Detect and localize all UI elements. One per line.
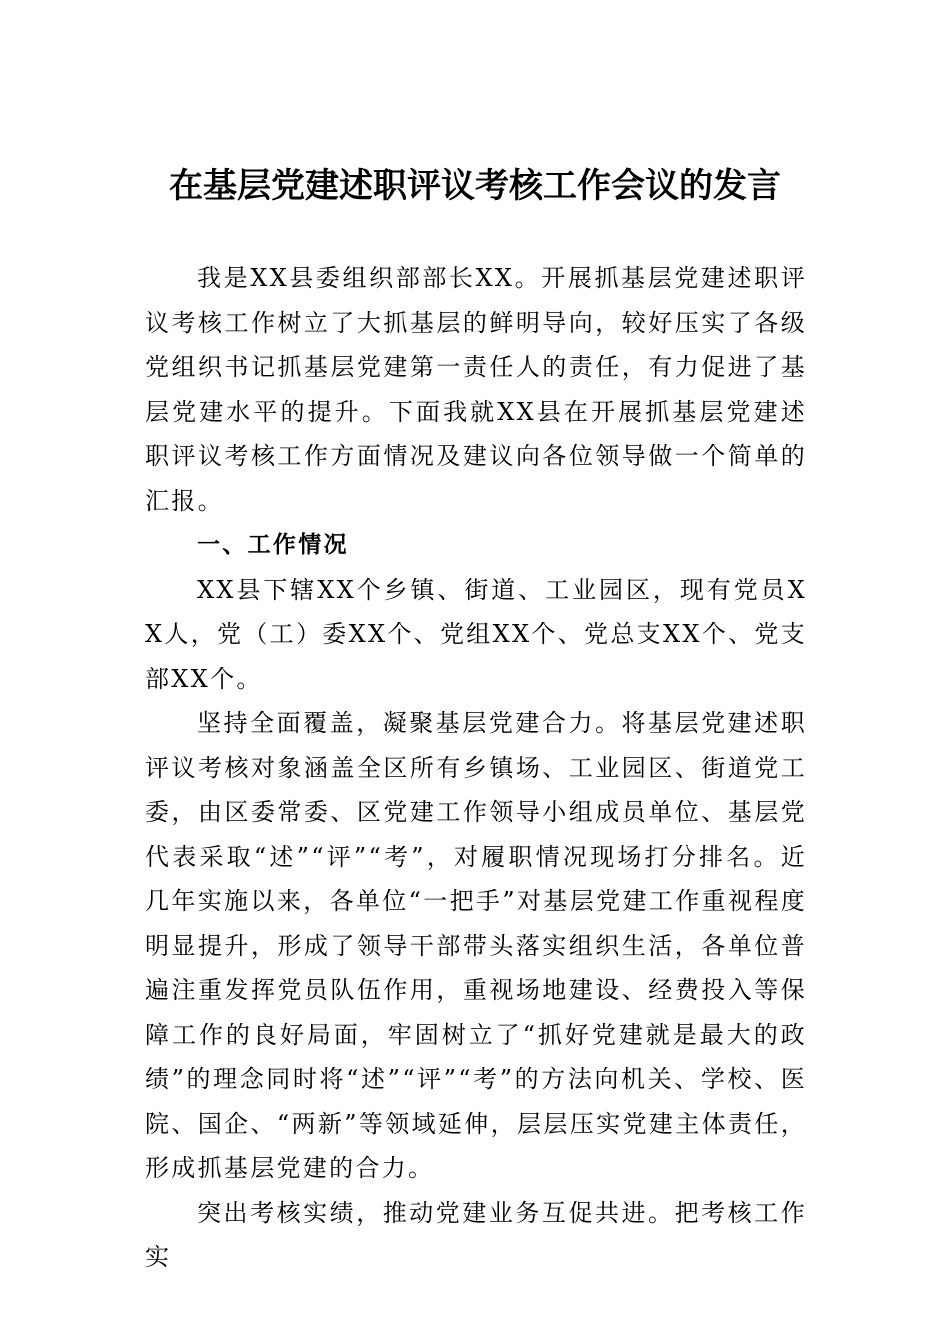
section-heading: 一、工作情况 bbox=[197, 532, 349, 558]
coverage-paragraph: 坚持全面覆盖，凝聚基层党建合力。将基层党建述职评议考核对象涵盖全区所有乡镇场、工业园区、街道党工委，由区委常委、区党建工作领导小组成员单位、基层党代表采取“述”“评”“考”，对履职情况现场打分排名。近几年实施以来，各单位“一把手”对基层党建工作重视程度明显提升，形成了领导干部带头落实组织生活，各单位普遍注重发挥党员队伍作用，重视场地建设、经费投入等保障工作的良好局面，牢固树立了“抓好党建就是最大的政绩”的理念同时将“述”“评”“考”的方法向机关、学校、医院、国企、“两新”等领域延伸，层层压实党建主体责任，形成抓基层党建的合力。 bbox=[145, 709, 807, 1182]
document-title: 在基层党建述职评议考核工作会议的发言 bbox=[169, 166, 781, 206]
performance-paragraph: 突出考核实绩，推动党建业务互促共进。把考核工作实 bbox=[145, 1198, 807, 1271]
document-body bbox=[145, 256, 807, 1280]
intro-paragraph: 我是XX县委组织部部长XX。开展抓基层党建述职评议考核工作树立了大抓基层的鲜明导向，较好压实了各级党组织书记抓基层党建第一责任人的责任，有力促进了基层党建水平的提升。下面我就XX县在开展抓基层党建述职评议考核工作方面情况及建议向各位领导做一个简单的汇报。 bbox=[145, 264, 807, 515]
overview-paragraph: XX县下辖XX个乡镇、街道、工业园区，现有党员XX人，党（工）委XX个、党组XX个、党总支XX个、党支部XX个。 bbox=[145, 575, 807, 693]
